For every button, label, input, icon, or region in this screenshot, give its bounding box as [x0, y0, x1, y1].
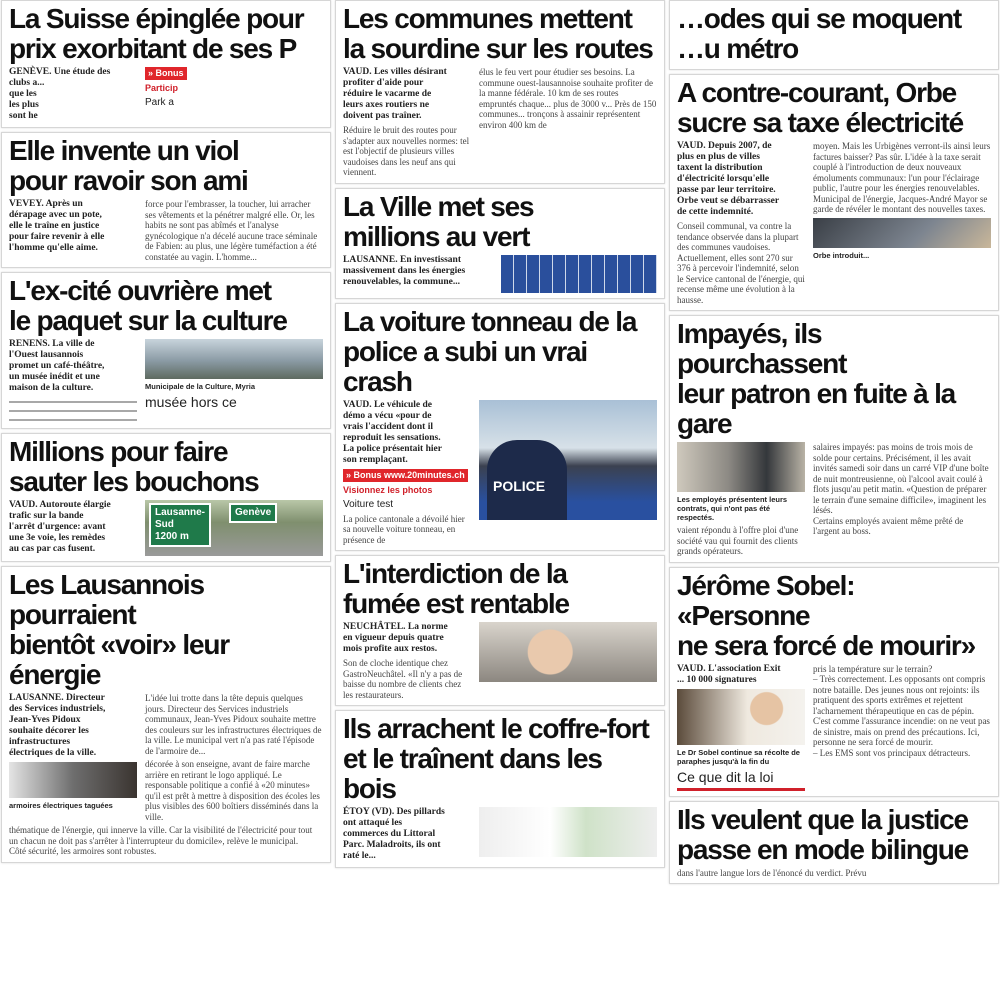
clipping-voiture-tonneau: [335, 303, 665, 552]
lede: NEUCHÂTEL. La norme en vigueur depuis quatre mois profite aux restos.: [343, 622, 448, 654]
clipping-sobel: [669, 567, 999, 797]
clipping-ex-cite: [1, 272, 331, 429]
headline: Les communes mettent la sourdine sur les routes: [343, 3, 653, 64]
lede: VEVEY. Après un dérapage avec un pote, elle le traîne en justice pour faire revenir à elle l'homme qu'elle aime.: [9, 199, 105, 253]
photo-caption: Orbe introduit...: [813, 250, 870, 260]
clipping-orbe: [669, 74, 999, 311]
body-text: Conseil communal, va contre la tendance observée dans la plupart des communes vaudoises. Actuellement, elles sont 270 sur 376 à percevoir l'indemnité, selon le Service cantonal de l'énergie, qui recense même une évolution à la hausse.: [677, 221, 805, 305]
photo-sobel: [677, 689, 805, 745]
clipping-suisse: [1, 0, 331, 128]
clipping-impayes: [669, 315, 999, 563]
headline: La voiture tonneau de la police a subi un vrai crash: [343, 305, 637, 397]
photo-caption: Les employés présentent leurs contrats, qui n'ont pas été respectés.: [677, 495, 788, 522]
body-text: [9, 397, 137, 423]
lede: VAUD. Les villes désirant profiter d'aide pour réduire le vacarme de leurs axes routiers ne doivent pas traîner.: [343, 67, 447, 121]
photo-employees: [677, 442, 805, 492]
headline: Les Lausannois pourraient bientôt «voir» leur énergie: [9, 569, 229, 690]
photo-caption: Municipale de la Culture, Myria: [145, 382, 256, 391]
photo-solar-panels: [501, 255, 657, 293]
sidebar-rule: [677, 788, 805, 791]
police-label: POLICE: [493, 477, 546, 494]
clipping-metro: [669, 0, 999, 70]
bonus-subtitle[interactable]: Visionnez les photos: [343, 484, 433, 495]
lede: VAUD. Depuis 2007, de plus en plus de villes taxent la distribution d'électricité lorsqu'elle passe par leur territoire. Orbe veut se débarrasser de cette indemnité.: [677, 141, 780, 217]
body-text: pris la température sur le terrain? – Très correctement. Les opposants ont compris notre bataille. Des jeunes nous ont rejoints: ils pratiquent des sports extrêmes et rejettent l'acharnement thérapeutique en cas de pépin. C'est comme l'assurance incendie: on ne veut pas de sinistre, mais on prend des précautions. Ici, personne ne sera forcé de mourir. – Les EMS sont vos principaux détracteurs.: [813, 663, 990, 758]
clipping-lausannois: [1, 566, 331, 863]
body-text: Son de cloche identique chez GastroNeuchâtel. «Il n'y a pas de baisse du nombre de clients chez les restaurateurs.: [343, 658, 463, 700]
column-middle: [335, 0, 665, 868]
photo-pidoux: [9, 762, 137, 798]
photo-highway: [145, 500, 323, 556]
headline: Jérôme Sobel: «Personne ne sera forcé de mourir»: [677, 569, 975, 661]
sign-lausanne-sud: Lausanne- Sud 1200 m: [149, 503, 211, 547]
clipping-bouchons: [1, 433, 331, 562]
clipping-justice: [669, 801, 999, 885]
sidebar-title: Ce que dit la loi: [677, 768, 774, 785]
headline: Ils veulent que la justice passe en mode bilingue: [677, 803, 969, 865]
headline: A contre-courant, Orbe sucre sa taxe électricité: [677, 77, 963, 138]
photo-crash-car: [479, 400, 657, 520]
column-right: [669, 0, 999, 884]
clipping-communes: [335, 0, 665, 184]
lede: VAUD. L'association Exit ... 10 000 signatures: [677, 663, 781, 685]
bonus-item[interactable]: Voiture test: [343, 498, 394, 510]
clipping-coffre-fort: [335, 710, 665, 868]
photo-meter: [813, 218, 991, 248]
lede: LAUSANNE. Directeur des Services industriels, Jean-Yves Pidoux souhaite décorer les infrastructures électriques de la ville.: [9, 693, 106, 758]
headline: Elle invente un viol pour ravoir son ami: [9, 135, 248, 196]
clipping-elle-invente: [1, 132, 331, 268]
body-text: moyen. Mais les Urbigènes verront-ils ainsi leurs factures baisser? Pas sûr. L'idée à la taxe serait couplé à l'introduction de deux nouveaux émoluments communaux: l'un pour l'éclairage public, l'autre pour les énergies renouvelables. Municipal de l'énergie, Jacques-André Mayor se garde de révéler le montant des nouvelles taxes.: [813, 141, 991, 214]
bonus-badge[interactable]: » Bonus: [145, 67, 187, 80]
lede: VAUD. Le véhicule de démo a vécu «pour de vrais l'accident dont il reproduit les sensations. La police présentait hier son remplaçant.: [343, 399, 442, 465]
headline: …odes qui se moquent …u métro: [677, 3, 962, 64]
bonus-item[interactable]: Park a: [145, 97, 174, 108]
headline: Ils arrachent le coffre-fort et le traînent dans les bois: [343, 713, 649, 804]
body-text: thématique de l'énergie, qui innerve la ville. Car la visibilité de l'électricité pour tout un chacun ne doit pas s'arrêter à l'interrupteur du domicile», relève le municipal. Côté sécurité, les armoires sont robustes.: [9, 825, 313, 856]
body-text: vaient répondu à l'offre ploi d'une société vau qui fournit des clients grands opérateurs.: [677, 525, 799, 556]
lede: LAUSANNE. En investissant massivement dans les énergies renouvelables, la commune...: [343, 254, 466, 287]
headline: Millions pour faire sauter les bouchons: [9, 436, 259, 497]
body-text: élus le feu vert pour étudier ses besoins. La commune ouest-lausannoise souhaite profiter de la manne fédérale. 10 km de ses routes empruntés chaque... plus de 3000 v... Près de 150 communes... tronçons à assainir représentent environ 400 km de: [479, 67, 657, 130]
headline: La Suisse épinglée pour prix exorbitant de ses P: [9, 3, 304, 64]
body-text: décorée à son enseigne, avant de faire marche arrière en retirant le logo appliqué. Le responsable politique a confié à «20 minutes» qu'il est prêt à mettre à disposition des écoles les plus visibles des 600 boîtiers disséminés dans la ville.: [145, 759, 320, 822]
lede: VAUD. Autoroute élargie trafic sur la bande l'arrêt d'urgence: avant une 3e voie, les remèdes au cas par cas fusent.: [9, 500, 111, 554]
photo-ashtray: [479, 622, 657, 682]
body-text: dans l'autre langue lors de l'énoncé du verdict. Prévu: [677, 867, 867, 878]
headline: L'ex-cité ouvrière met le paquet sur la culture: [9, 275, 287, 336]
lede: ÉTOY (VD). Des pillards ont attaqué les commerces du Littoral Parc. Maladroits, ils ont raté le...: [343, 807, 445, 861]
photo-caption: Le Dr Sobel continue sa récolte de paraphes jusqu'à la fin du: [677, 747, 800, 766]
headline: La Ville met ses millions au vert: [343, 190, 534, 252]
lede: RENENS. La ville de l'Ouest lausannois promet un café-théâtre, un musée inédit et une maison de la culture.: [9, 339, 105, 393]
body-text: La police cantonale a dévoilé hier sa nouvelle voiture tonneau, en présence de: [343, 513, 465, 545]
body-text: L'idée lui trotte dans la tête depuis quelques jours. Directeur des Services industriels communaux, Jean-Yves Pidoux souhaite mettre des couleurs sur les infrastructures électriques de la ville. Le municipal vert n'a pas raté l'épisode de l'armoire de...: [145, 693, 322, 756]
column-left: [1, 0, 331, 863]
clipping-fumee: [335, 555, 665, 706]
body-text: salaires impayés: pas moins de trois mois de solde pour certains. Précisément, il les avait invités samedi soir dans un carré VIP d'une boîte de nuit montreusienne, où l'alcool avait coulé à flots jusqu'au petit matin. «Question de préparer le terrain d'une semaine difficile», imaginent les lésés. Certains employés avaient même prêté de l'argent au boss.: [813, 442, 989, 536]
photo-building: [145, 339, 323, 379]
clipping-ville-vert: [335, 188, 665, 299]
photo-store: [479, 807, 657, 857]
body-text: force pour l'embrasser, la toucher, lui arracher ses vêtements et la pénétrer malgré elle. Or, les habits ne sont pas abîmés et l'analyse gynécologique n'a décelé aucune trace séminale de Fabien: au plus, une légère tuméfaction a été constatée au vagin. L'homme...: [145, 199, 318, 262]
headline: Impayés, ils pourchassent leur patron en fuite à la gare: [677, 318, 956, 439]
bonus-link[interactable]: » Bonus www.20minutes.ch: [343, 469, 468, 482]
bonus-subtitle[interactable]: Particip: [145, 83, 179, 93]
body-text: Réduire le bruit des routes pour s'adapter aux nouvelles normes: tel est l'objectif de plusieurs villes vaudoises dans les neuf ans qui viennent.: [343, 125, 470, 177]
photo-caption: armoires électriques taguées: [9, 801, 113, 810]
footer-text: musée hors ce: [145, 394, 237, 410]
lede: GENÈVE. Une étude des clubs a... que les les plus sont he: [9, 67, 111, 121]
sign-geneve: Genève: [229, 503, 277, 523]
headline: L'interdiction de la fumée est rentable: [343, 558, 569, 619]
